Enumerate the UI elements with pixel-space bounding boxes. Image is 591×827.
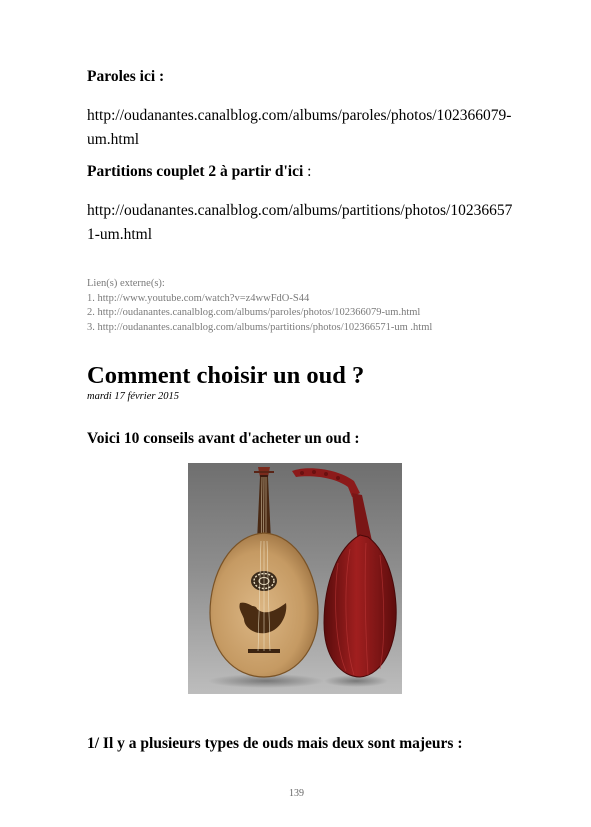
partitions-label xyxy=(87,163,311,181)
article-point-1: 1/ Il y a plusieurs types de ouds mais deux sont majeurs : xyxy=(87,735,463,752)
partitions-label-text: Partitions couplet 2 à partir d'ici xyxy=(87,163,304,180)
external-links-heading: Lien(s) externe(s): xyxy=(87,278,165,289)
article-date: mardi 17 février 2015 xyxy=(87,391,180,402)
oud-illustration xyxy=(188,463,402,694)
partitions-label-suffix: : xyxy=(303,163,312,180)
page-number: 139 xyxy=(289,788,304,799)
paroles-url[interactable]: http://oudanantes.canalblog.com/albums/paroles/photos/102366079-um.html xyxy=(87,107,512,148)
partitions-url[interactable]: http://oudanantes.canalblog.com/albums/partitions/photos/102366571-um.html xyxy=(87,202,513,243)
article-title: Comment choisir un oud ? xyxy=(87,362,365,389)
external-link-2[interactable]: 2. http://oudanantes.canalblog.com/albums/paroles/photos/102366079-um.html xyxy=(87,307,421,319)
oud-image xyxy=(188,463,402,694)
article-intro: Voici 10 conseils avant d'acheter un oud : xyxy=(87,430,360,447)
external-link-1[interactable]: 1. http://www.youtube.com/watch?v=z4wwFdO-S44 xyxy=(87,292,310,304)
paroles-label: Paroles ici : xyxy=(87,68,165,85)
external-links-block xyxy=(87,277,432,335)
external-link-3[interactable]: 3. http://oudanantes.canalblog.com/albums/partitions/photos/102366571-um .html xyxy=(87,321,433,333)
